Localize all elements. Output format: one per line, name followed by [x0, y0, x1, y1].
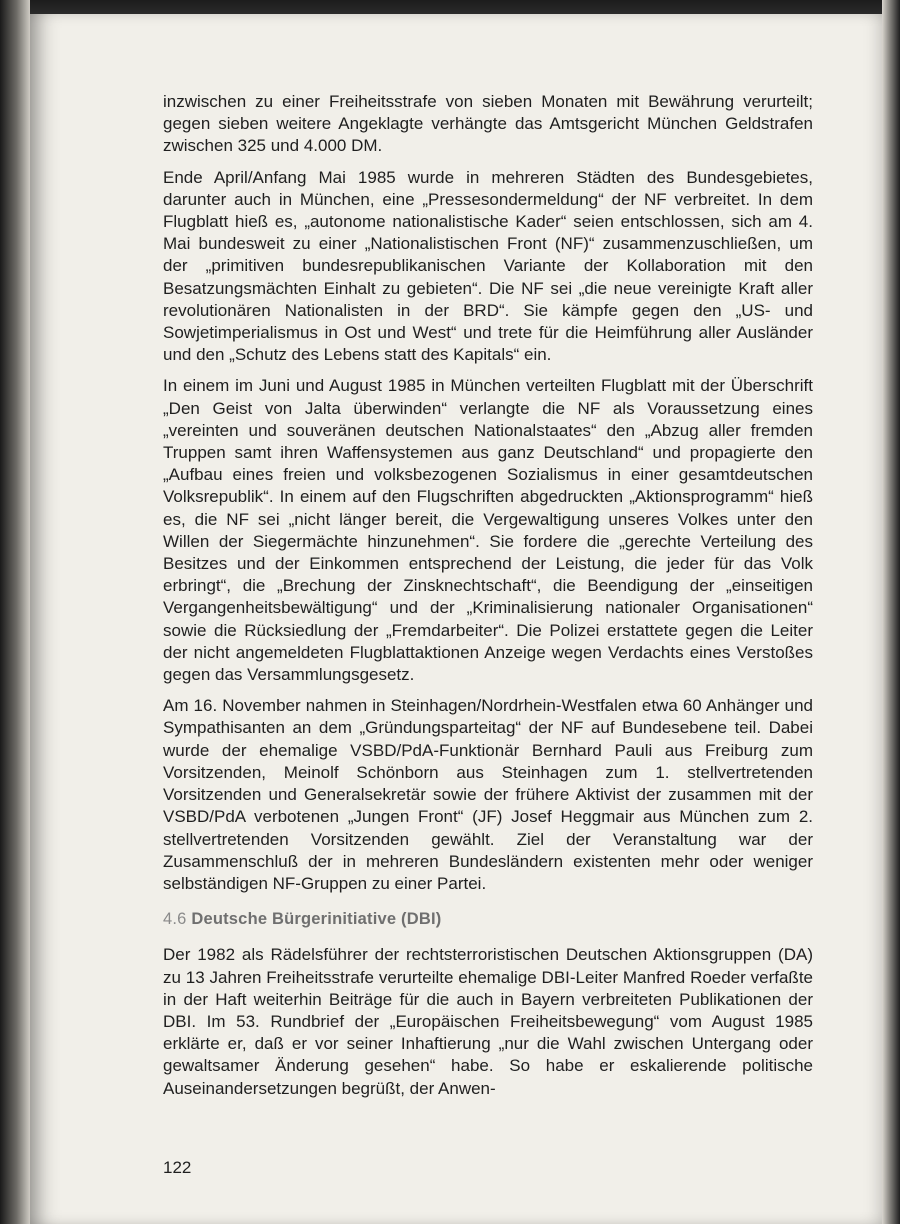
- paragraph-2: Ende April/Anfang Mai 1985 wurde in mehreren Städten des Bundesgebietes, darunter auch in München, eine „Pressesondermeldung“ der NF verbreitet. In dem Flugblatt hieß es, „autonome nationalistische Kader“ seien entschlossen, sich am 4. Mai bundesweit zu einer „Nationalistischen Front (NF)“ zusammenzuschließen, um der „primitiven bundesrepublikanischen Variante der Kollaboration mit den Besatzungsmächten Einhalt zu gebieten“. Die NF sei „die neue vereinigte Kraft aller revolutionären Nationalisten in der BRD“. Sie kämpfe gegen den „US- und Sowjetimperialismus in Ost und West“ und trete für die Heimführung aller Ausländer und den „Schutz des Lebens statt des Kapitals“ ein.: [163, 167, 813, 365]
- section-paragraph-1: Der 1982 als Rädelsführer der rechtsterroristischen Deutschen Aktionsgruppen (DA) zu 13 Jahren Freiheitsstrafe verurteilte ehemalige DBI-Leiter Manfred Roeder verfaßte in der Haft weiterhin Beiträge für die auch in Bayern verbreiteten Publikationen der DBI. Im 53. Rundbrief der „Europäischen Freiheitsbewegung“ vom August 1985 erklärte er, daß er vor seiner Inhaftierung „nur die Wahl zwischen Untergang oder gewaltsamer Änderung gesehen“ habe. So habe er eskalierende politische Auseinandersetzungen begrüßt, der Anwen-: [163, 945, 813, 1098]
- section-title: Deutsche Bürgerinitiative (DBI): [191, 910, 442, 929]
- page-right-edge: [882, 0, 900, 1224]
- body-text: [163, 91, 813, 1109]
- page-number: 122: [163, 1158, 192, 1177]
- paragraph-4: Am 16. November nahmen in Steinhagen/Nordrhein-Westfalen etwa 60 Anhänger und Sympathisanten an dem „Gründungsparteitag“ der NF auf Bundesebene teil. Dabei wurde der ehemalige VSBD/PdA-Funktionär Bernhard Pauli aus Freiburg zum Vorsitzenden, Meinolf Schönborn aus Steinhagen zum 1. stellvertretenden Vorsitzenden und Generalsekretär sowie der frühere Aktivist der zusammen mit der VSBD/PdA verbotenen „Jungen Front“ (JF) Josef Heggmair aus München zum 2. stellvertretenden Vorsitzenden gewählt. Ziel der Veranstaltung war der Zusammenschluß der in mehreren Bundesländern existenten mehr oder weniger selbständigen NF-Gruppen zu einer Partei.: [163, 696, 813, 893]
- section-number: 4.6: [163, 910, 187, 929]
- paragraph-1: inzwischen zu einer Freiheitsstrafe von sieben Monaten mit Bewährung verurteilt; gegen sieben weitere Angeklagte verhängte das Amtsgericht München Geldstrafen zwischen 325 und 4.000 DM.: [163, 92, 813, 156]
- section-heading: [163, 908, 813, 930]
- paragraph-3: In einem im Juni und August 1985 in München verteilten Flugblatt mit der Überschrift „Den Geist von Jalta überwinden“ verlangte die NF als Voraussetzung eines „vereinten und souveränen deutschen Nationalstaates“ den „Abzug aller fremden Truppen samt ihren Waffensystemen aus ganz Deutschland“ und propagierte den „Aufbau eines freien und volksbezogenen Sozialismus in einer gesamtdeutschen Volksrepublik“. In einem auf den Flugschriften abgedruckten „Aktionsprogramm“ hieß es, die NF sei „nicht länger bereit, die Vergewaltigung unseres Volkes unter den Willen der Siegermächte hinzunehmen“. Sie fordere die „gerechte Verteilung des Besitzes und der Einkommen entsprechend der Leistung, die jeder für das Volk erbringt“, die „Brechung der Zinsknechtschaft“, die Beendigung der „einseitigen Vergangenheitsbewältigung“ und der „Kriminalisierung nationaler Organisationen“ sowie die Rücksiedlung der „Fremdarbeiter“. Die Polizei erstattete gegen die Leiter der nicht angemeldeten Flugblattaktionen Anzeige wegen Verdachts eines Verstoßes gegen das Versammlungsgesetz.: [163, 376, 813, 685]
- book-spine-edge: [0, 0, 30, 1224]
